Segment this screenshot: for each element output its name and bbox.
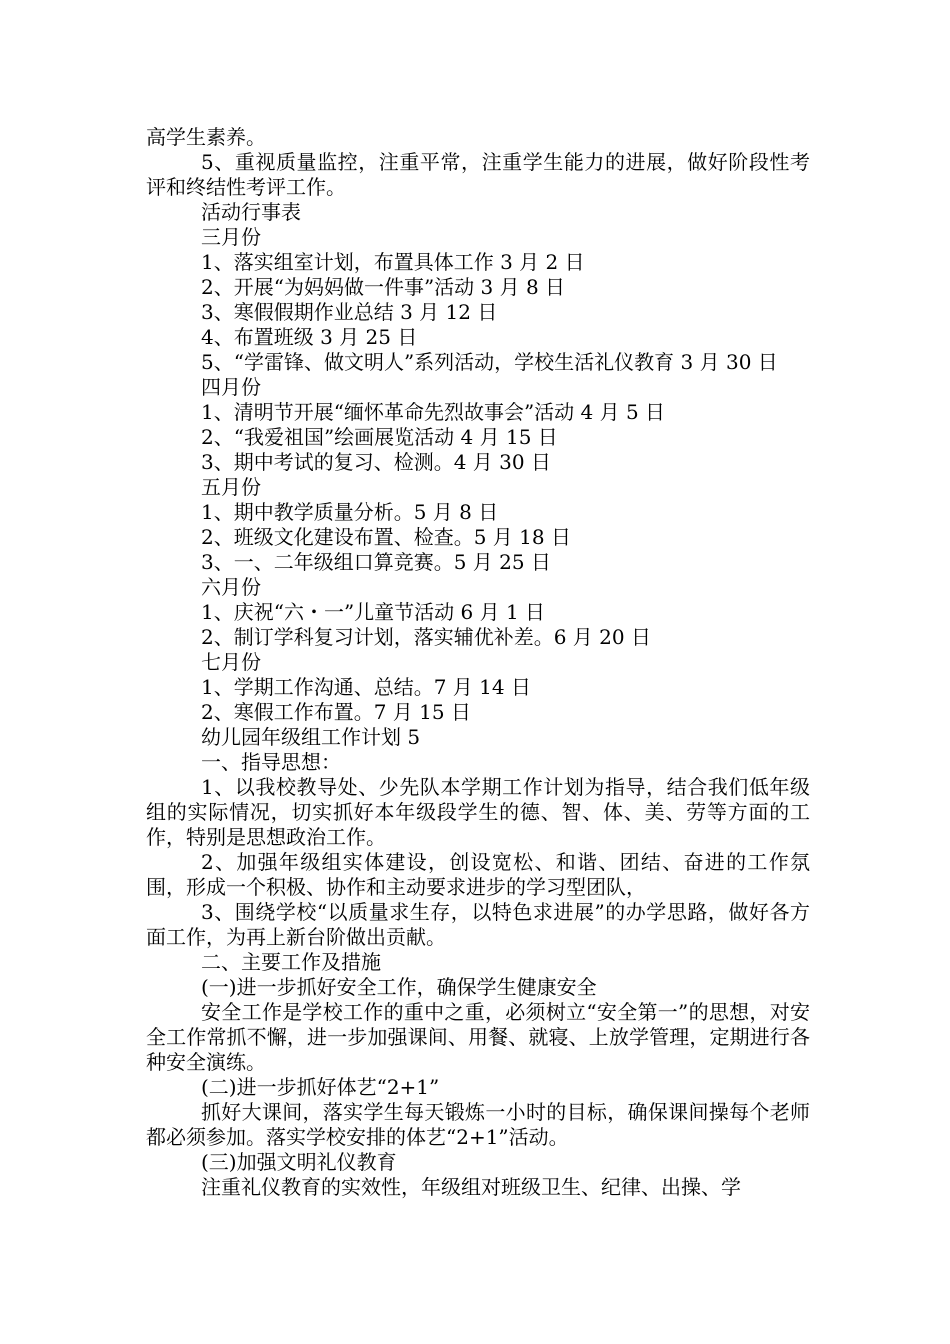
paragraph: 注重礼仪教育的实效性，年级组对班级卫生、纪律、出操、学 (201, 1175, 741, 1199)
paragraph: 一、指导思想： (201, 750, 341, 774)
paragraph: 活动行事表 (201, 200, 301, 224)
paragraph: (三)加强文明礼仪教育 (201, 1150, 397, 1174)
paragraph: 2、开展“为妈妈做一件事”活动 3 月 8 日 (201, 275, 566, 299)
paragraph: 2、寒假工作布置。7 月 15 日 (201, 700, 471, 724)
paragraph: (二)进一步抓好体艺“2+1” (201, 1075, 440, 1099)
paragraph: 安全工作是学校工作的重中之重，必须树立“安全第一”的思想，对安全工作常抓不懈，进一步加强课间、用餐、就寝、上放学管理，定期进行各种安全演练。 (146, 1000, 810, 1074)
paragraph: 3、期中考试的复习、检测。4 月 30 日 (201, 450, 551, 474)
paragraph: 3、围绕学校“以质量求生存，以特色求进展”的办学思路，做好各方面工作，为再上新台阶做出贡献。 (146, 900, 810, 949)
paragraph: 1、落实组室计划，布置具体工作 3 月 2 日 (201, 250, 585, 274)
document-page (146, 125, 810, 1200)
paragraph: 3、寒假假期作业总结 3 月 12 日 (201, 300, 498, 324)
paragraph: 5、重视质量监控，注重平常，注重学生能力的进展，做好阶段性考评和终结性考评工作。 (146, 150, 810, 199)
paragraph: 5、“学雷锋、做文明人”系列活动，学校生活礼仪教育 3 月 30 日 (201, 350, 778, 374)
paragraph: 1、学期工作沟通、总结。7 月 14 日 (201, 675, 531, 699)
paragraph: 3、一、二年级组口算竞赛。5 月 25 日 (201, 550, 551, 574)
paragraph: 1、期中教学质量分析。5 月 8 日 (201, 500, 499, 524)
paragraph: 高学生素养。 (146, 125, 266, 149)
paragraph: 2、班级文化建设布置、检查。5 月 18 日 (201, 525, 571, 549)
paragraph: 4、布置班级 3 月 25 日 (201, 325, 418, 349)
paragraph: 2、“我爱祖国”绘画展览活动 4 月 15 日 (201, 425, 558, 449)
paragraph: 1、以我校教导处、少先队本学期工作计划为指导，结合我们低年级组的实际情况，切实抓好本年级段学生的德、智、体、美、劳等方面的工作，特别是思想政治工作。 (146, 775, 810, 849)
paragraph: 2、加强年级组实体建设，创设宽松、和谐、团结、奋进的工作氛围，形成一个积极、协作和主动要求进步的学习型团队， (146, 850, 810, 899)
paragraph: 三月份 (201, 225, 261, 249)
paragraph: 幼儿园年级组工作计划 5 (201, 725, 421, 749)
paragraph: 抓好大课间，落实学生每天锻炼一小时的目标，确保课间操每个老师都必须参加。落实学校安排的体艺“2+1”活动。 (146, 1100, 810, 1149)
paragraph: 1、清明节开展“缅怀革命先烈故事会”活动 4 月 5 日 (201, 400, 666, 424)
paragraph: 七月份 (201, 650, 261, 674)
paragraph: 四月份 (201, 375, 261, 399)
paragraph: 六月份 (201, 575, 261, 599)
paragraph: 五月份 (201, 475, 261, 499)
paragraph: (一)进一步抓好安全工作，确保学生健康安全 (201, 975, 597, 999)
paragraph: 二、主要工作及措施 (201, 950, 381, 974)
paragraph: 1、庆祝“六・一”儿童节活动 6 月 1 日 (201, 600, 546, 624)
paragraph: 2、制订学科复习计划，落实辅优补差。6 月 20 日 (201, 625, 651, 649)
